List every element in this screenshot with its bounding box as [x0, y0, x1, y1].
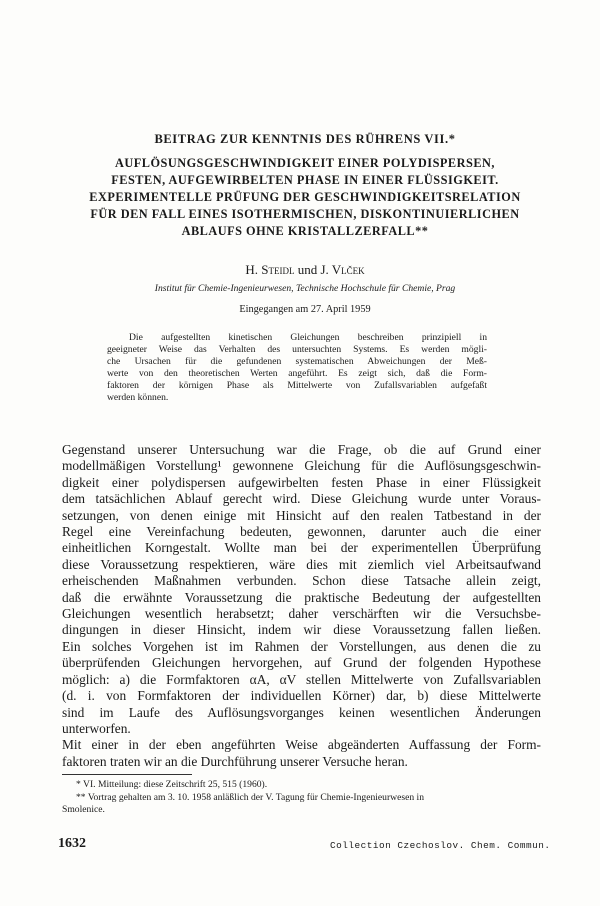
- body-line: Gegenstand unserer Untersuchung war die Frage, ob die auf Grund einer: [62, 442, 541, 457]
- body-line: Gleichungen wesentlich herabsetzt; daher verschärften wir die Versuchsbe-: [62, 606, 541, 622]
- article-title: [60, 155, 550, 240]
- abstract-line: werte von den theoretischen Werten angeführt. Es zeigt sich, daß die Form-: [107, 368, 487, 379]
- affiliation: Institut für Chemie-Ingenieurwesen, Technische Hochschule für Chemie, Prag: [154, 283, 456, 294]
- title-line: FÜR DEN FALL EINES ISOTHERMISCHEN, DISKONTINUIERLICHEN: [90, 207, 520, 221]
- footnote: * VI. Mitteilung: diese Zeitschrift 25, 515 (1960).: [76, 779, 268, 790]
- body-line: dem tatsächlichen Ablauf gerecht wird. Diese Gleichung wurde unter Voraus-: [62, 491, 541, 507]
- footnote: Smolenice.: [62, 804, 105, 815]
- author-conjunction: und: [294, 262, 321, 277]
- author-line: [60, 262, 550, 278]
- author-name: J. Vlček: [320, 262, 365, 277]
- abstract-line: werden können.: [107, 392, 169, 403]
- abstract-line: geeigneter Weise das Verhalten des untersuchten Systems. Es werden mögli-: [107, 344, 487, 355]
- body-line: überprüfenden Gleichungen hervorgehen, auf Grund der folgenden Hypothese: [62, 655, 541, 671]
- body-line: sind im Laufe des Auflösungsvorganges keinen wesentlichen Änderungen: [62, 704, 541, 720]
- abstract-line: che Ursachen für die gefundenen systematischen Abweichungen der Meß-: [107, 356, 487, 367]
- footnotes: [62, 779, 541, 817]
- abstract-line: Die aufgestellten kinetischen Gleichungen beschreiben prinzipiell in: [129, 332, 487, 343]
- abstract-line: faktoren der körnigen Phase als Mittelwerte von Zufallsvariablen aufgefaßt: [107, 380, 487, 391]
- body-line: daß die erwähnte Voraussetzung die praktische Bedeutung der aufgestellten: [62, 589, 541, 605]
- body-line: Mit einer in der eben angeführten Weise abgeänderten Auffassung der Form-: [62, 737, 541, 753]
- body-line: setzungen, von denen einige mit Hinsicht auf den realen Tatbestand in der: [62, 507, 541, 523]
- body-line: Ein solches Vorgehen ist im Rahmen der Vorstellungen, aus denen die zu: [62, 638, 541, 654]
- body-line: einheitlichen Korngestalt. Wollte man bei der experimentellen Überprüfung: [62, 540, 541, 556]
- body-line: modellmäßigen Vorstellung¹ gewonnene Gleichung für die Auflösungsgeschwin-: [62, 458, 541, 474]
- author-name: H. Steidl: [245, 262, 295, 277]
- series-title: BEITRAG ZUR KENNTNIS DES RÜHRENS VII.*: [154, 132, 456, 146]
- title-line: ABLAUFS OHNE KRISTALLZERFALL**: [181, 224, 429, 238]
- body-line: Regel eine Vereinfachung bedeuten, gewonnen, darunter auch die einer: [62, 524, 541, 540]
- title-line: EXPERIMENTELLE PRÜFUNG DER GESCHWINDIGKEITSRELATION: [89, 190, 521, 204]
- body-line: faktoren traten wir an die Durchführung unserer Versuche heran.: [62, 753, 408, 769]
- body-line: diese Voraussetzung respektieren, wäre dies mit ziemlich viel Arbeitsaufwand: [62, 556, 541, 572]
- received-date: Eingegangen am 27. April 1959: [239, 304, 371, 315]
- body-line: digkeit einer polydispersen aufgewirbelten festen Phase in einer Flüssigkeit: [62, 474, 541, 490]
- page-number: 1632: [58, 836, 86, 851]
- footnote-rule: [62, 774, 192, 775]
- body-line: möglich: a) die Formfaktoren αA, αV stellen Mittelwerte von Zufallsvariablen: [62, 671, 541, 687]
- body-text: [62, 442, 541, 770]
- abstract: [107, 332, 487, 404]
- body-line: dingungen in dieser Hinsicht, indem wir diese Voraussetzung fallen ließen.: [62, 622, 541, 638]
- footnote: ** Vortrag gehalten am 3. 10. 1958 anläßlich der V. Tagung für Chemie-Ingenieurwesen in: [76, 791, 424, 803]
- journal-name: Collection Czechoslov. Chem. Commun.: [330, 840, 551, 851]
- title-line: AUFLÖSUNGSGESCHWINDIGKEIT EINER POLYDISPERSEN,: [114, 156, 496, 170]
- title-block: [60, 132, 550, 240]
- body-line: unterworfen.: [62, 720, 131, 736]
- body-line: (d. i. von Formfaktoren der individuellen Körner) dar, b) diese Mittelwerte: [62, 688, 541, 704]
- body-line: erheischenden Maßnahmen verbunden. Schon diese Tatsache allein zeigt,: [62, 573, 541, 589]
- title-line: FESTEN, AUFGEWIRBELTEN PHASE IN EINER FLÜSSIGKEIT.: [111, 173, 499, 187]
